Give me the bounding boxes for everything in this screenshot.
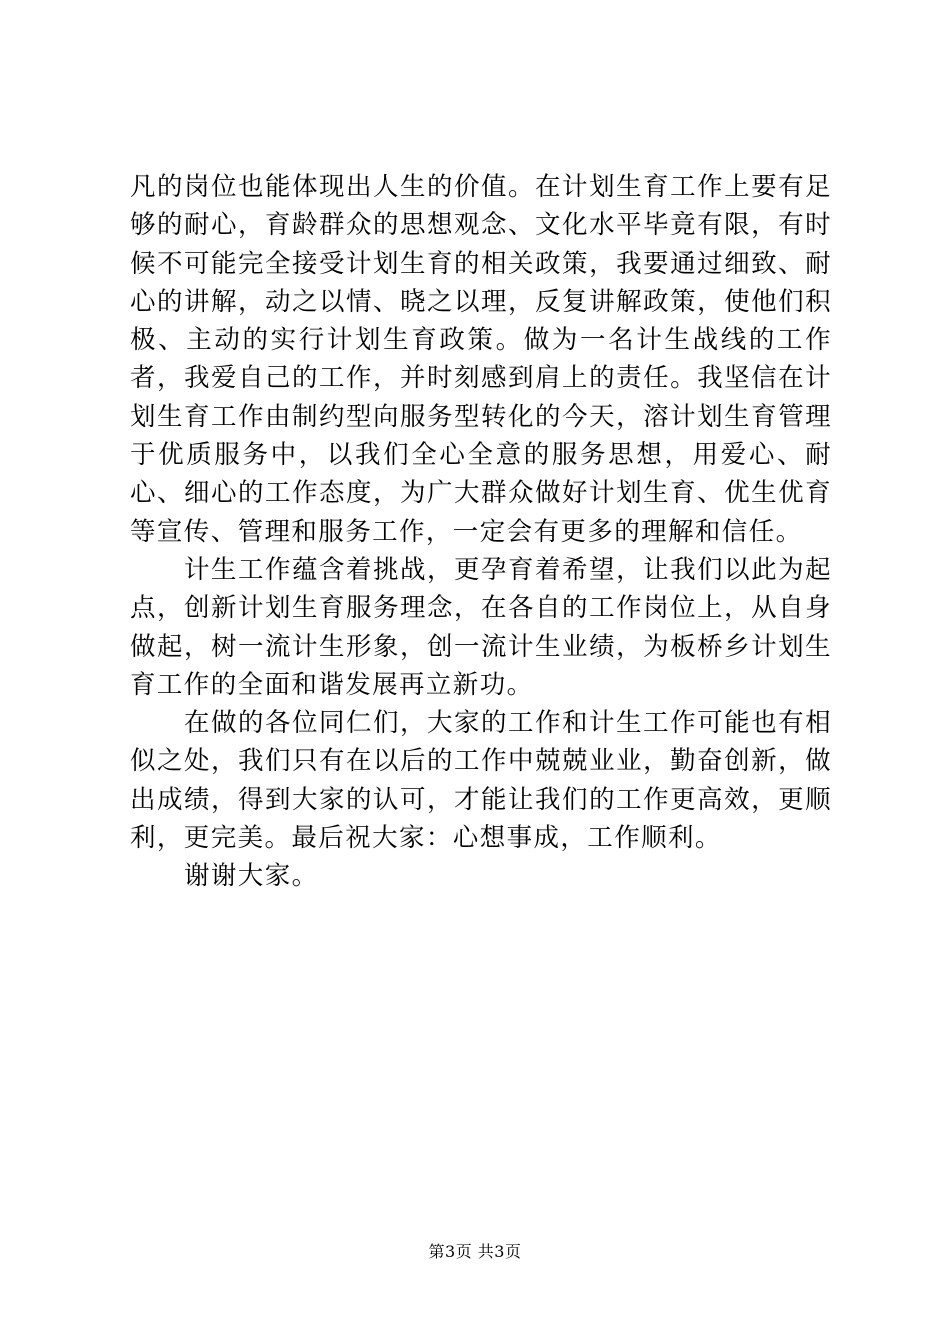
paragraph-challenge: 计生工作蕴含着挑战，更孕育着希望，让我们以此为起点，创新计划生育服务理念，在各自的工作岗位上，从自身做起，树一流计生形象，创一流计生业绩，为板桥乡计划生育工作的全面和谐发展再立新功。 (130, 554, 832, 700)
document-body (130, 168, 832, 896)
page-number-footer: 第3页 共3页 (428, 1242, 522, 1261)
paragraph-thanks: 谢谢大家。 (184, 861, 319, 892)
paragraph-continued: 凡的岗位也能体现出人生的价值。在计划生育工作上要有足够的耐心，育龄群众的思想观念、文化水平毕竟有限，有时候不可能完全接受计划生育的相关政策，我要通过细致、耐心的讲解，动之以情、晓之以理，反复讲解政策，使他们积极、主动的实行计划生育政策。做为一名计生战线的工作者，我爱自己的工作，并时刻感到肩上的责任。我坚信在计划生育工作由制约型向服务型转化的今天，溶计划生育管理于优质服务中，以我们全心全意的服务思想，用爱心、耐心、细心的工作态度，为广大群众做好计划生育、优生优育等宣传、管理和服务工作，一定会有更多的理解和信任。 (130, 172, 832, 547)
paragraph-colleagues: 在做的各位同仁们，大家的工作和计生工作可能也有相似之处，我们只有在以后的工作中兢兢业业，勤奋创新，做出成绩，得到大家的认可，才能让我们的工作更高效，更顺利，更完美。最后祝大家：心想事成，工作顺利。 (130, 708, 832, 854)
